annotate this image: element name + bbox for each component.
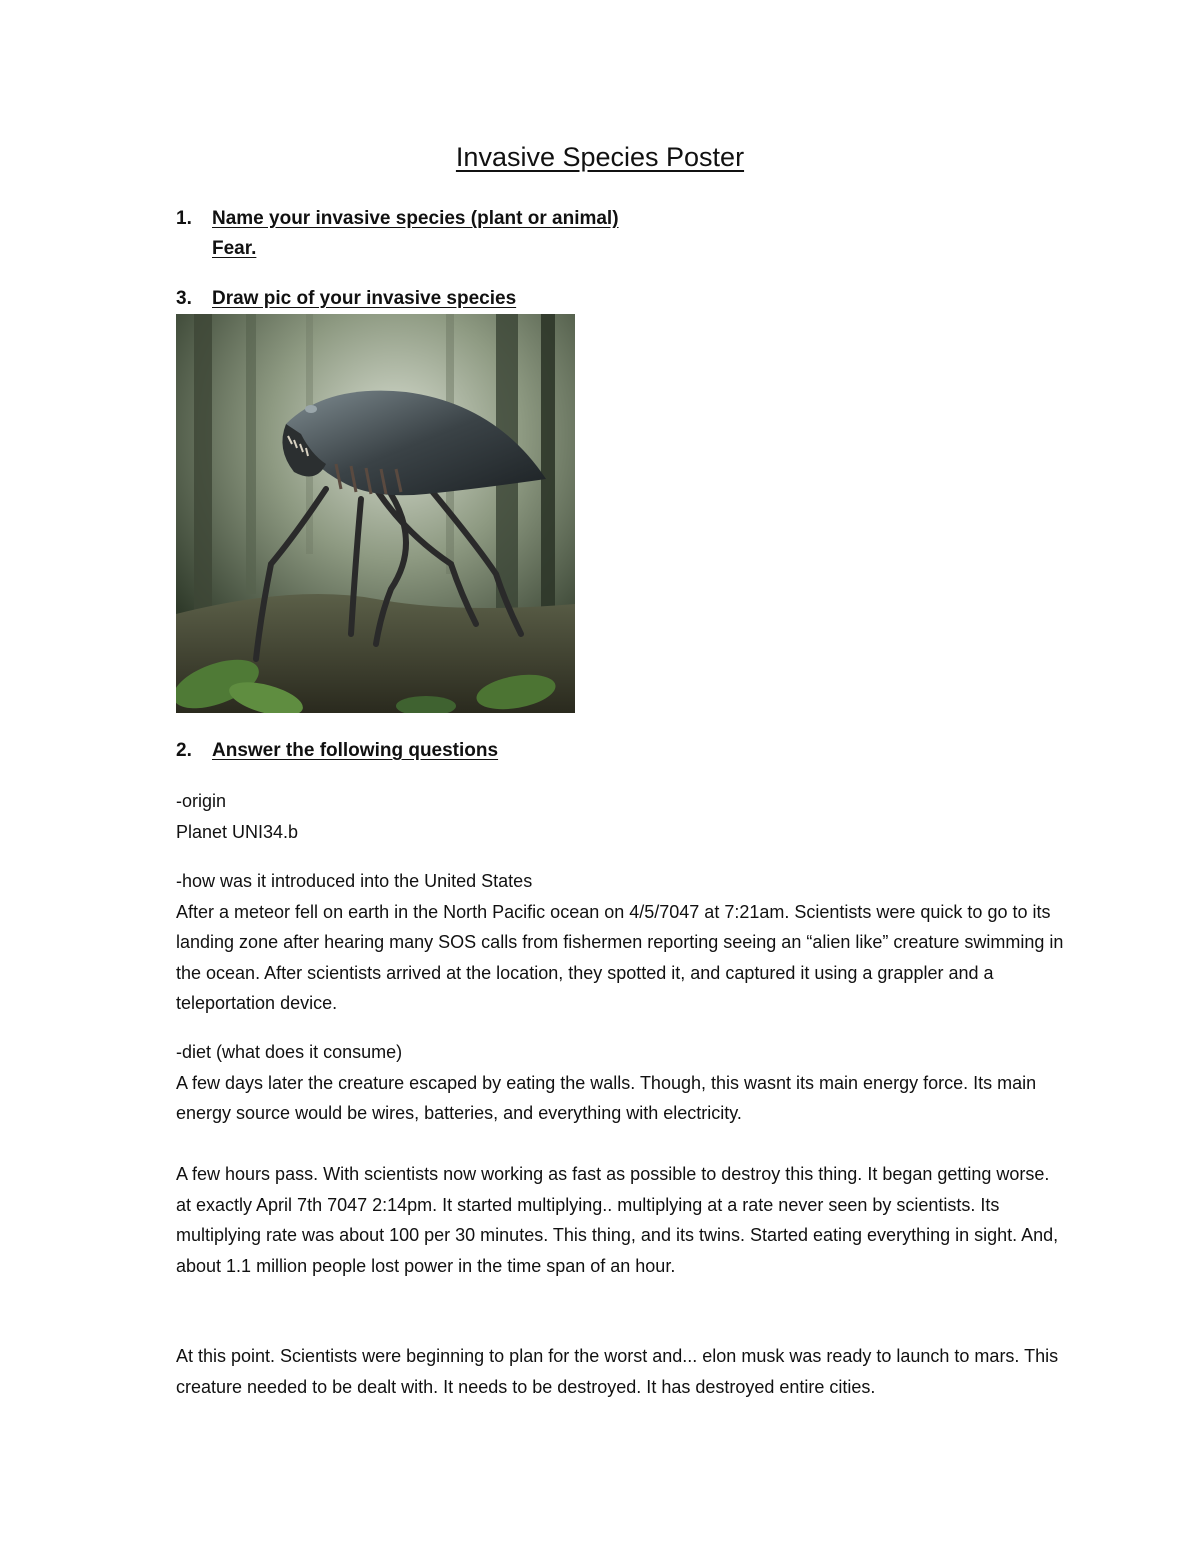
question-1-answer: Fear. <box>212 238 257 259</box>
origin-answer: Planet UNI34.b <box>176 821 299 842</box>
species-picture <box>176 314 575 713</box>
question-2-label: Answer the following questions <box>212 740 499 761</box>
question-3-heading <box>176 288 516 310</box>
question-1-heading <box>176 208 619 230</box>
question-3-number: 3. <box>176 288 192 309</box>
alien-creature-illustration <box>176 314 575 713</box>
question-1-label: Name your invasive species (plant or animal) <box>212 208 619 229</box>
introduction-answer: After a meteor fell on earth in the North Pacific ocean on 4/5/7047 at 7:21am. Scientists were quick to go to its landing zone after hearing many SOS calls from fishermen reporting seeing an “alien like” creature swimming in the ocean. After scientists arrived at the location, they spotted it, and captured it using a grappler and a teleportation device. <box>176 901 1064 1013</box>
diet-section <box>176 1037 1066 1129</box>
question-1-number: 1. <box>176 208 192 229</box>
introduction-section <box>176 866 1066 1019</box>
question-3-label: Draw pic of your invasive species <box>212 288 517 309</box>
diet-answer: A few days later the creature escaped by eating the walls. Though, this wasnt its main energy force. Its main energy source would be wires, batteries, and everything with electricity. <box>176 1072 1037 1123</box>
story-paragraph-1: A few hours pass. With scientists now working as fast as possible to destroy this thing. It began getting worse. at exactly April 7th 7047 2:14pm. It started multiplying.. multiplying at a rate never seen by scientists. Its multiplying rate was about 100 per 30 minutes. This thing, and its twins. Started eating everything in sight. And, about 1.1 million people lost power in the time span of an hour. <box>176 1164 1059 1276</box>
origin-label: -origin <box>176 791 227 811</box>
diet-label: -diet (what does it consume) <box>176 1042 403 1062</box>
story-paragraph-2: At this point. Scientists were beginning to plan for the worst and... elon musk was ready to launch to mars. This creature needed to be dealt with. It needs to be destroyed. It has destroyed entire cities. <box>176 1346 1059 1397</box>
introduction-label: -how was it introduced into the United States <box>176 871 533 891</box>
origin-section <box>176 786 1066 847</box>
page-title: Invasive Species Poster <box>455 142 745 172</box>
question-2-number: 2. <box>176 740 192 761</box>
question-2-heading <box>176 740 498 762</box>
